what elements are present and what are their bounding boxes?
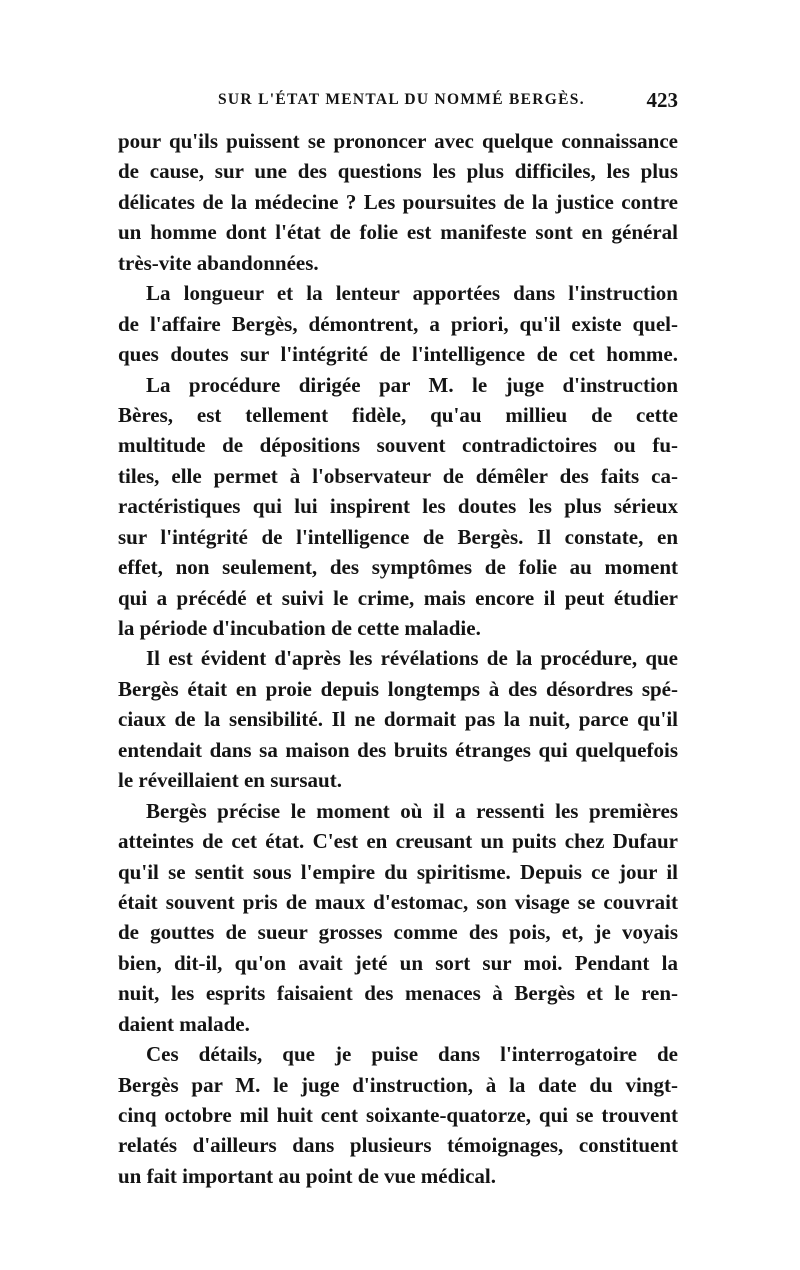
text-line: qui a précédé et suivi le crime, mais encore il peut étudier	[118, 585, 678, 610]
text-line: le réveillaient en sursaut.	[118, 768, 342, 793]
text-line: Bergès était en proie depuis longtemps à des désordres spé-	[118, 676, 678, 701]
text-line: bien, dit-il, qu'on avait jeté un sort sur moi. Pendant la	[118, 950, 678, 975]
text-line: multitude de dépositions souvent contradictoires ou fu-	[118, 433, 678, 458]
body-text	[118, 126, 678, 1191]
text-line: nuit, les esprits faisaient des menaces à Bergès et le ren-	[118, 981, 678, 1006]
text-line: pour qu'ils puissent se prononcer avec quelque connaissance	[118, 129, 678, 153]
text-line: très-vite abandonnées.	[118, 250, 319, 275]
text-line: de gouttes de sueur grosses comme des pois, et, je voyais	[118, 920, 678, 945]
text-line: cinq octobre mil huit cent soixante-quatorze, qui se trouvent	[118, 1103, 678, 1127]
text-line: délicates de la médecine ? Les poursuites de la justice contre	[118, 189, 678, 214]
text-line: était souvent pris de maux d'estomac, son visage se couvrait	[118, 889, 678, 914]
text-line: tiles, elle permet à l'observateur de démêler des faits ca-	[118, 463, 678, 488]
text-line: Bères, est tellement fidèle, qu'au millieu de cette	[118, 402, 678, 427]
text-line: Ces détails, que je puise dans l'interrogatoire de	[146, 1042, 678, 1067]
text-line: qu'il se sentit sous l'empire du spiritisme. Depuis ce jour il	[118, 859, 678, 884]
text-line: un homme dont l'état de folie est manifeste sont en général	[118, 220, 678, 245]
text-line: La longueur et la lenteur apportées dans l'instruction	[146, 281, 678, 306]
text-line: daient malade.	[118, 1011, 250, 1036]
text-line: de l'affaire Bergès, démontrent, a priori, qu'il existe quel-	[118, 311, 678, 336]
text-line: ractéristiques qui lui inspirent les doutes les plus sérieux	[118, 494, 678, 519]
text-line: effet, non seulement, des symptômes de folie au moment	[118, 555, 678, 580]
text-line: Bergès précise le moment où il a ressenti les premières	[146, 798, 678, 823]
text-line: atteintes de cet état. C'est en creusant un puits chez Dufaur	[118, 829, 678, 854]
text-line: de cause, sur une des questions les plus difficiles, les plus	[118, 159, 678, 184]
text-line: la période d'incubation de cette maladie.	[118, 616, 481, 640]
text-line: sur l'intégrité de l'intelligence de Bergès. Il constate, en	[118, 524, 678, 549]
text-line: ciaux de la sensibilité. Il ne dormait pas la nuit, parce qu'il	[118, 707, 678, 732]
text-line: ques doutes sur l'intégrité de l'intelligence de cet homme.	[118, 342, 678, 367]
text-line: un fait important au point de vue médical.	[118, 1163, 497, 1188]
page-number: 423	[646, 88, 678, 112]
running-title: SUR L'ÉTAT MENTAL DU NOMMÉ BERGÈS.	[218, 91, 585, 108]
text-line: entendait dans sa maison des bruits étranges qui quelquefois	[118, 737, 678, 762]
text-line: Bergès par M. le juge d'instruction, à la date du vingt-	[118, 1072, 678, 1097]
text-line: relatés d'ailleurs dans plusieurs témoignages, constituent	[118, 1133, 678, 1158]
running-header	[118, 88, 680, 117]
text-line: Il est évident d'après les révélations de la procédure, que	[146, 646, 678, 671]
text-line: La procédure dirigée par M. le juge d'instruction	[146, 372, 678, 397]
